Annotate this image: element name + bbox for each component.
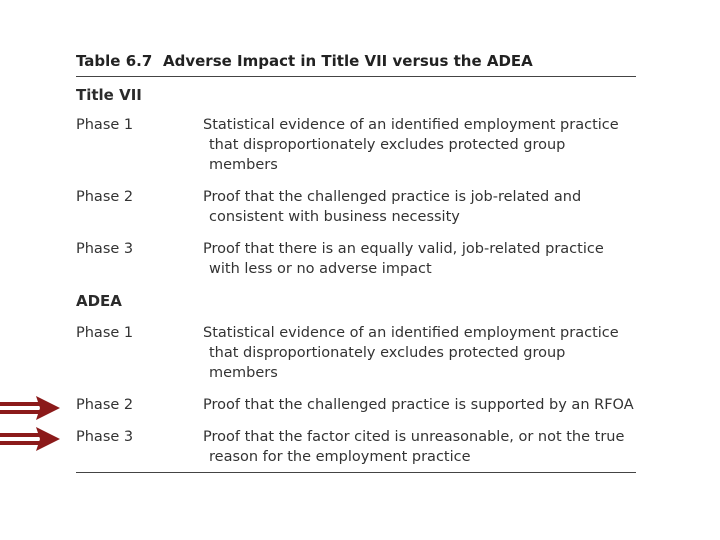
description-line: members (209, 157, 278, 173)
table-row (76, 187, 636, 227)
phase-label: Phase 1 (76, 117, 134, 133)
description-line: that disproportionately excludes protected group (209, 345, 566, 361)
description-line: members (209, 365, 278, 381)
phase-description (203, 323, 636, 383)
table-row (76, 239, 636, 279)
phase-label: Phase 3 (76, 241, 134, 257)
arrow-right-icon (0, 395, 62, 421)
table-row (76, 115, 636, 175)
section-heading-adea: ADEA (76, 292, 122, 310)
top-rule (76, 76, 636, 77)
phase-description (203, 427, 636, 467)
bottom-rule (76, 472, 636, 473)
table-row (76, 323, 636, 383)
phase-label: Phase 2 (76, 397, 134, 413)
adverse-impact-table (76, 48, 636, 467)
arrow-right-icon (0, 426, 62, 452)
description-line: Proof that there is an equally valid, job-related practice (203, 241, 604, 257)
section-heading-title-vii: Title VII (76, 86, 142, 104)
table-caption (76, 48, 636, 74)
phase-label: Phase 3 (76, 429, 134, 445)
description-line: Statistical evidence of an identified employment practice (203, 325, 619, 341)
table-row (76, 395, 636, 415)
table-number: Table 6.7 (76, 52, 153, 70)
phase-label: Phase 1 (76, 325, 134, 341)
table-title: Adverse Impact in Title VII versus the ADEA (163, 52, 533, 70)
phase-description (203, 239, 636, 279)
description-line: Statistical evidence of an identified employment practice (203, 117, 619, 133)
description-line: Proof that the factor cited is unreasonable, or not the true (203, 429, 625, 445)
description-line: that disproportionately excludes protected group (209, 137, 566, 153)
phase-description (203, 115, 636, 175)
phase-description (203, 395, 636, 415)
description-line: with less or no adverse impact (209, 261, 432, 277)
description-line: reason for the employment practice (209, 449, 471, 465)
description-line: Proof that the challenged practice is job-related and (203, 189, 582, 205)
phase-description (203, 187, 636, 227)
description-line: Proof that the challenged practice is supported by an RFOA (203, 397, 634, 413)
description-line: consistent with business necessity (209, 209, 460, 225)
phase-label: Phase 2 (76, 189, 134, 205)
table-row (76, 427, 636, 467)
